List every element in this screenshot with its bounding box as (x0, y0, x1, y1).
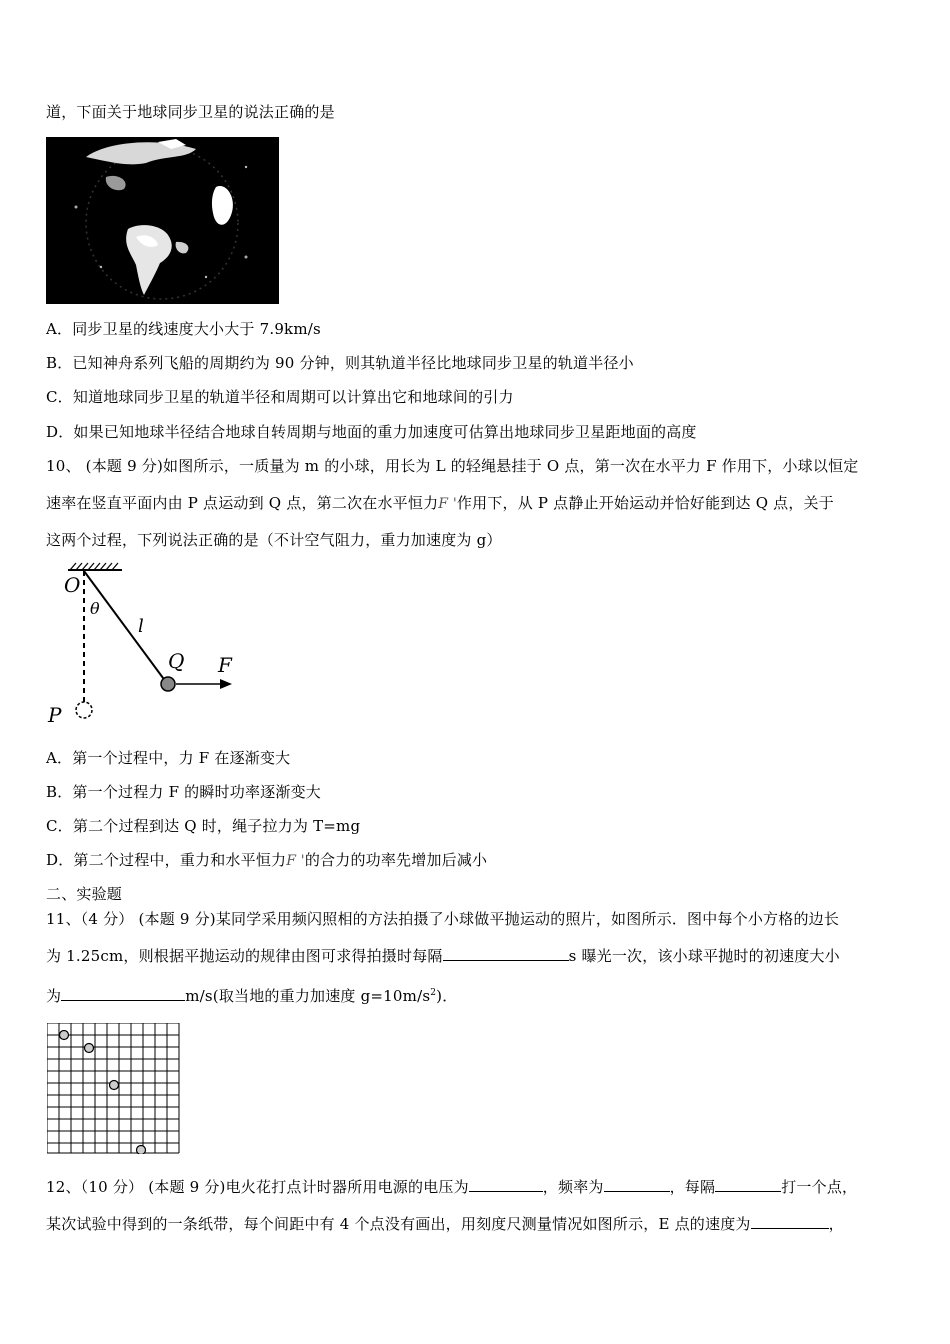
q10-option-d (46, 849, 487, 872)
q11-line3-b: m/s(取当地的重力加速度 g=10m/s (185, 987, 431, 1005)
q12-line1-a: 12、（10 分） (本题 9 分)电火花打点计时器所用电源的电压为 (46, 1178, 469, 1196)
q9-option-d: D．如果已知地球半径结合地球自转周期与地面的重力加速度可估算出地球同步卫星距地面的高度 (46, 423, 697, 441)
answer-blank-interval[interactable] (443, 946, 569, 961)
label-theta: θ (90, 599, 100, 618)
q12-line2-a: 某次试验中得到的一条纸带，每个间距中有 4 个点没有画出，用刻度尺测量情况如图所示，E 点的速度为 (46, 1215, 751, 1233)
answer-blank-velocity[interactable] (61, 986, 185, 1001)
label-q: Q (168, 649, 185, 673)
q9-option-c: C．知道地球同步卫星的轨道半径和周期可以计算出它和地球间的引力 (46, 388, 514, 406)
q10-line2-b: 作用下，从 P 点静止开始运动并恰好能到达 Q 点，关于 (456, 494, 834, 512)
q10-option-b: B．第一个过程力 F 的瞬时功率逐渐变大 (46, 783, 321, 801)
q11-line1: 11、（4 分） (本题 9 分)某同学采用频闪照相的方法拍摄了小球做平抛运动的照片，如图所示．图中每个小方格的边长 (46, 910, 840, 928)
q11-line3-c: )． (436, 987, 458, 1005)
earth-image (46, 137, 279, 304)
pendulum-diagram (46, 562, 246, 728)
q12-line1-b: ，频率为 (542, 1178, 604, 1196)
q9-option-b: B．已知神舟系列飞船的周期约为 90 分钟，则其轨道半径比地球同步卫星的轨道半径小 (46, 354, 634, 372)
q11-line2 (46, 945, 840, 967)
q11-line2-b: s 曝光一次，该小球平抛时的初速度大小 (568, 947, 840, 965)
label-f: F (218, 653, 232, 677)
q10-line1: 10、 (本题 9 分)如图所示，一质量为 m 的小球，用长为 L 的轻绳悬挂于 O 点，第一次在水平力 F 作用下，小球以恒定 (46, 457, 859, 475)
label-l: l (138, 616, 144, 637)
q11-line2-a: 为 1.25cm，则根据平抛运动的规律由图可求得拍摄时每隔 (46, 947, 443, 965)
q10-option-d-a: D．第二个过程中，重力和水平恒力 (46, 851, 287, 869)
answer-blank-voltage[interactable] (469, 1177, 543, 1192)
q12-line1 (46, 1176, 857, 1198)
q12-line2-b: ， (828, 1215, 844, 1233)
q11-line3-a: 为 (46, 987, 62, 1005)
q9-option-a: A．同步卫星的线速度大小大于 7.9km/s (46, 320, 321, 338)
strobe-grid-figure (47, 1023, 180, 1154)
answer-blank-period[interactable] (715, 1177, 781, 1192)
q10-option-a: A．第一个过程中，力 F 在逐渐变大 (46, 749, 291, 767)
q9-intro: 道，下面关于地球同步卫星的说法正确的是 (46, 103, 335, 121)
section-title: 二、实验题 (46, 885, 123, 903)
q11-line3 (46, 982, 457, 1007)
label-p: P (48, 703, 62, 727)
q10-line3: 这两个过程，下列说法正确的是（不计空气阻力，重力加速度为 g） (46, 531, 502, 549)
label-o: O (64, 573, 81, 597)
q10-option-d-b: 的合力的功率先增加后减小 (304, 851, 488, 869)
answer-blank-frequency[interactable] (604, 1177, 670, 1192)
force-prime-symbol-d: F ' (286, 853, 305, 869)
answer-blank-e-velocity[interactable] (751, 1214, 829, 1229)
q10-line2 (46, 492, 834, 515)
q12-line1-c: ，每隔 (669, 1178, 716, 1196)
q10-option-c: C．第二个过程到达 Q 时，绳子拉力为 T=mg (46, 817, 361, 835)
q11-line3-sup: 2 (430, 988, 437, 998)
force-prime-symbol: F ' (438, 496, 457, 512)
q12-line1-d: 打一个点， (781, 1178, 858, 1196)
q10-line2-a: 速率在竖直平面内由 P 点运动到 Q 点，第二次在水平恒力 (46, 494, 439, 512)
q12-line2 (46, 1213, 844, 1235)
